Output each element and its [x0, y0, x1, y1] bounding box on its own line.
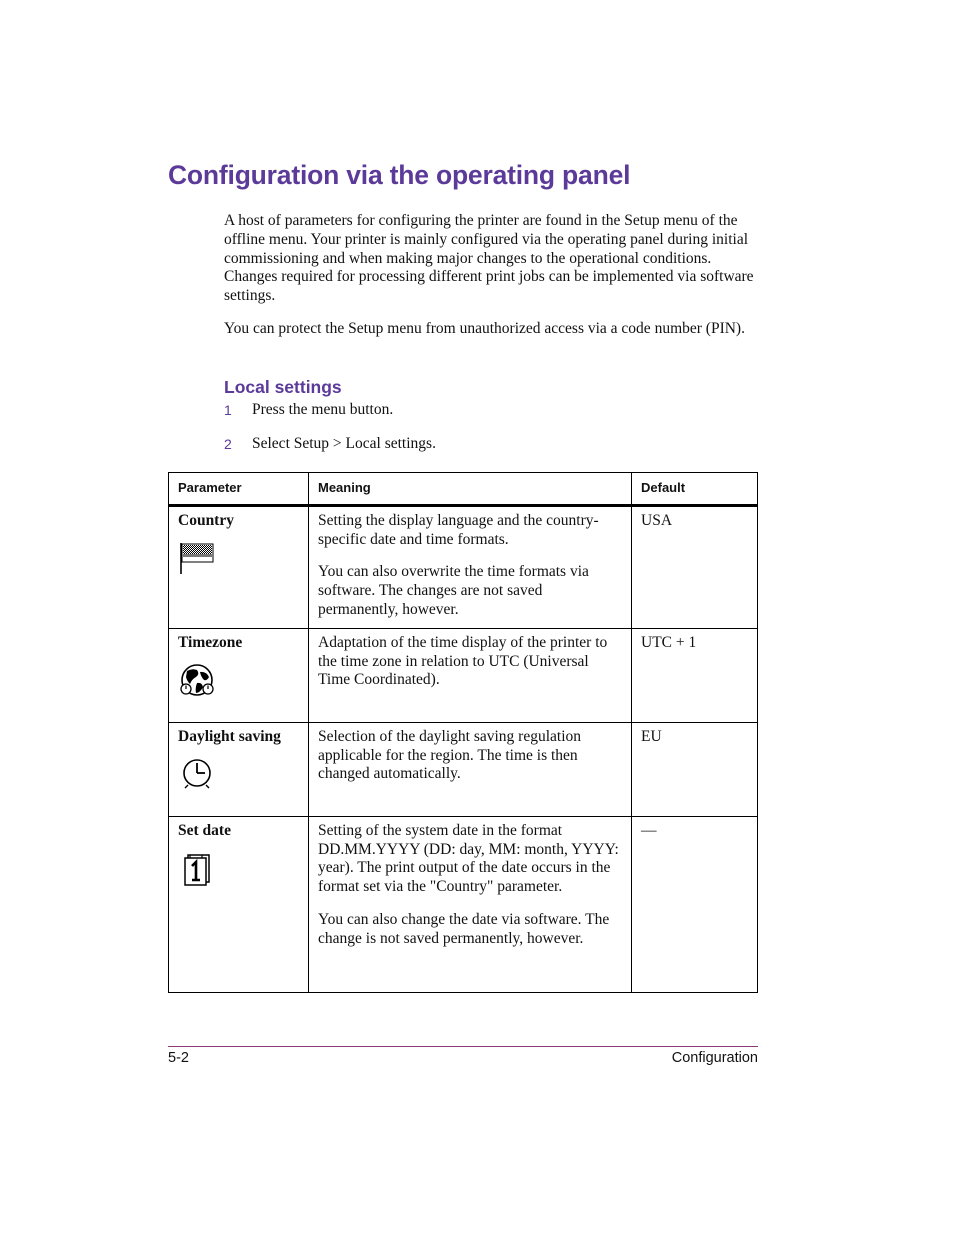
meaning-text: Adaptation of the time display of the printer to the time zone in relation to UTC (Universal Time Coordinated).	[318, 633, 608, 689]
page-title: Configuration via the operating panel	[168, 160, 631, 190]
default-cell: UTC + 1	[632, 628, 758, 722]
step-number: 1	[224, 402, 232, 418]
footer-page-number: 5-2	[168, 1050, 189, 1066]
step-item	[224, 400, 758, 420]
clock-icon	[178, 757, 216, 791]
step-text: Select Setup > Local settings.	[252, 435, 436, 452]
meaning-text: Setting the display language and the country-specific date and time formats.	[318, 511, 599, 548]
meaning-text: Setting of the system date in the format DD.MM.YYYY (DD: day, MM: month, YYYY: year). The print output of the date occurs in the format set via the "Country" parameter.	[318, 821, 619, 896]
parameter-name: Timezone	[178, 633, 243, 651]
parameter-cell	[169, 816, 309, 992]
parameter-cell	[169, 722, 309, 816]
meaning-cell	[309, 628, 632, 722]
column-header-meaning: Meaning	[309, 473, 632, 506]
parameter-cell	[169, 505, 309, 628]
default-cell: EU	[632, 722, 758, 816]
parameter-name: Country	[178, 511, 234, 529]
table-row	[169, 628, 758, 722]
footer-rule	[168, 1046, 758, 1047]
globe-clock-icon	[178, 663, 216, 697]
flag-icon	[178, 541, 216, 575]
meaning-cell	[309, 816, 632, 992]
parameter-name: Set date	[178, 821, 231, 839]
intro-paragraph: A host of parameters for configuring the printer are found in the Setup menu of the offline menu. Your printer is mainly configured via the operating panel during initial commissioning and when making major changes to the operational conditions. Changes required for processing different print jobs can be implemented via software settings.	[224, 212, 754, 305]
parameter-name: Daylight saving	[178, 727, 281, 745]
intro-text	[224, 212, 758, 353]
parameter-cell	[169, 628, 309, 722]
table-header-row	[169, 473, 758, 506]
table-row	[169, 722, 758, 816]
step-item	[224, 434, 758, 454]
meaning-cell	[309, 722, 632, 816]
calendar-icon	[178, 851, 216, 887]
meaning-text: You can also change the date via software. The change is not saved permanently, however.	[318, 910, 610, 947]
steps-list	[224, 400, 758, 468]
default-cell: USA	[632, 505, 758, 628]
table-row	[169, 816, 758, 992]
step-number: 2	[224, 436, 232, 452]
column-header-parameter: Parameter	[169, 473, 309, 506]
meaning-cell	[309, 505, 632, 628]
meaning-text: Selection of the daylight saving regulation applicable for the region. The time is then changed automatically.	[318, 727, 582, 783]
parameter-table	[168, 472, 758, 993]
step-text: Press the menu button.	[252, 401, 394, 418]
table-row	[169, 505, 758, 628]
footer-chapter: Configuration	[671, 1050, 758, 1066]
section-heading: Local settings	[224, 377, 342, 397]
meaning-text: You can also overwrite the time formats via software. The changes are not saved permanently, however.	[318, 563, 589, 618]
column-header-default: Default	[632, 473, 758, 506]
default-cell: —	[632, 816, 758, 992]
intro-paragraph: You can protect the Setup menu from unauthorized access via a code number (PIN).	[224, 319, 745, 337]
